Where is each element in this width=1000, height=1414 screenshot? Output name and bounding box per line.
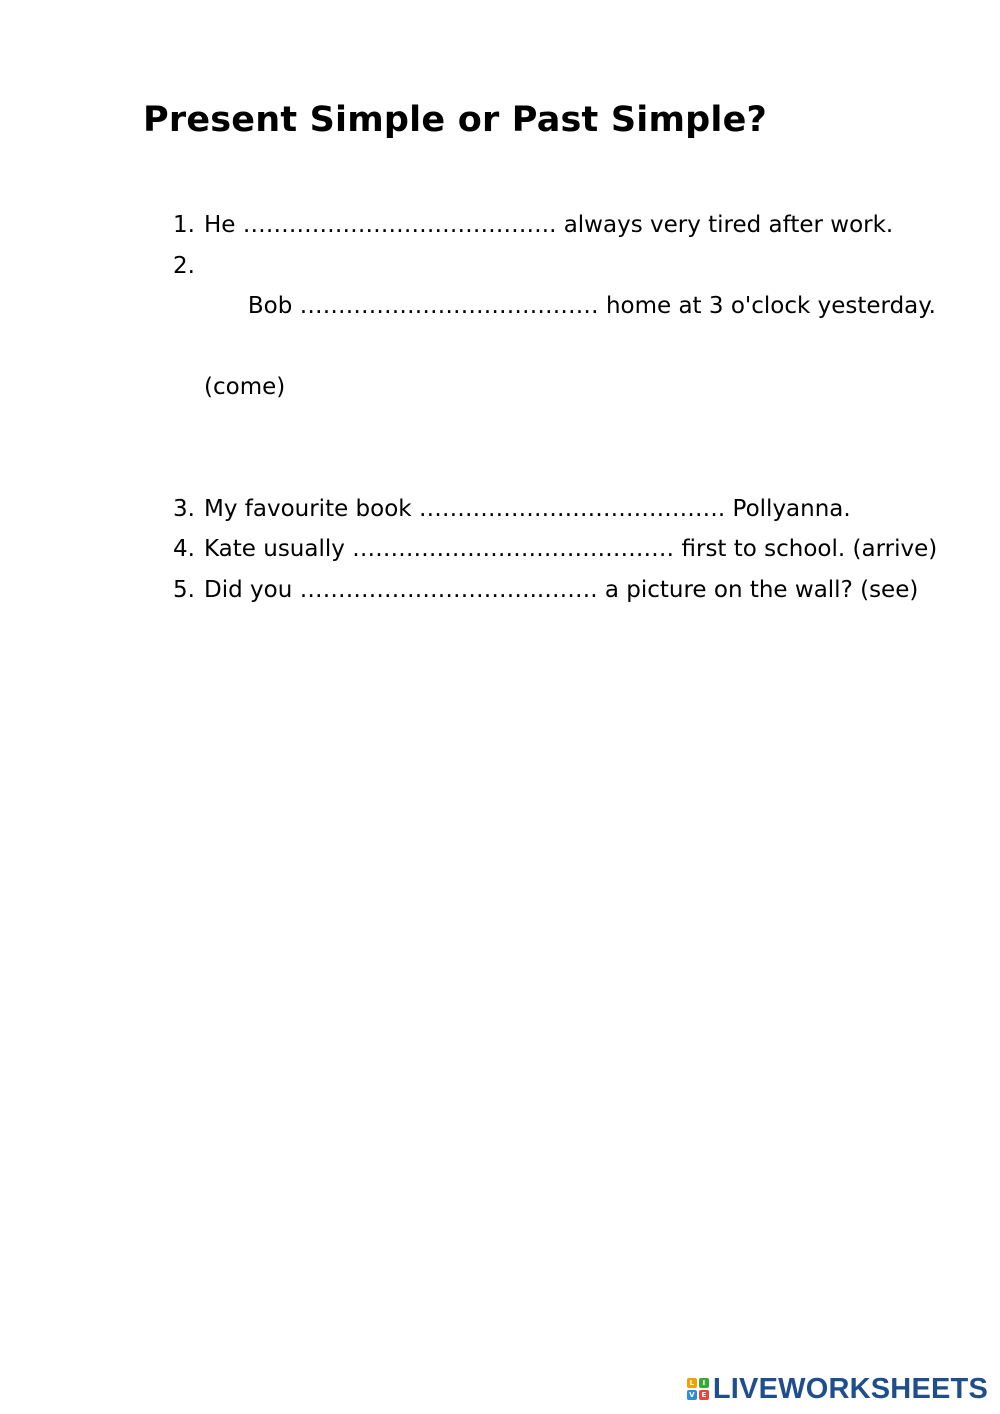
exercise-item-4 bbox=[173, 529, 963, 570]
exercise-item-3 bbox=[173, 489, 963, 530]
item-number: 5. bbox=[173, 576, 195, 603]
exercise-list bbox=[173, 205, 963, 610]
logo-mark-letter: I bbox=[699, 1378, 709, 1388]
item-number: 4. bbox=[173, 536, 195, 562]
exercise-item-5 bbox=[173, 570, 963, 611]
item-sentence: Kate usually …………………………………… first to school. (arrive) bbox=[204, 536, 938, 562]
logo-icon bbox=[687, 1378, 709, 1400]
item-number: 2. bbox=[173, 252, 195, 279]
item-verb-hint: (come) bbox=[204, 374, 286, 400]
logo-mark-letter: L bbox=[687, 1378, 697, 1388]
item-number: 3. bbox=[173, 495, 195, 522]
item-sentence: Did you …………………………..……. a picture on the wall? (see) bbox=[204, 576, 919, 603]
exercise-item-1 bbox=[173, 205, 963, 246]
item-number: 1. bbox=[173, 212, 195, 238]
item-sentence: My favourite book …………………………………. Pollyanna. bbox=[204, 495, 851, 522]
liveworksheets-logo bbox=[687, 1374, 988, 1404]
item-sentence-wrapper bbox=[204, 246, 963, 489]
logo-mark-letter: V bbox=[687, 1390, 697, 1400]
exercise-item-2 bbox=[173, 246, 963, 489]
item-sentence: Bob ………………………………… home at 3 o'clock yesterday. bbox=[247, 293, 936, 319]
worksheet-title: Present Simple or Past Simple? bbox=[143, 100, 768, 140]
item-sentence: He ………………………………….. always very tired after work. bbox=[204, 212, 894, 238]
logo-text: LIVEWORKSHEETS bbox=[712, 1373, 988, 1405]
logo-mark-letter: E bbox=[699, 1390, 709, 1400]
